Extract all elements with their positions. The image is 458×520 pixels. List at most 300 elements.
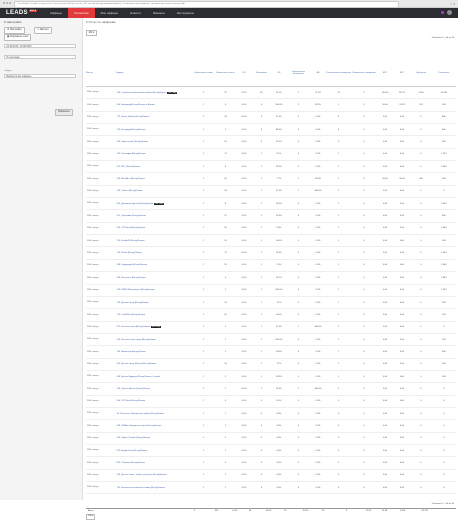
stat-cell: 0.00 [377,136,394,148]
stat-cell: 0 [287,358,310,370]
month-cell: 2016, август [86,444,116,456]
avatar[interactable] [447,10,452,15]
export-button[interactable]: ⇩ Экспорт [34,27,52,34]
column-header[interactable]: Одобрено [410,59,431,87]
offer-link[interactable]: 655, Домашние Деньги [Интер]Заявка [116,202,154,205]
offer-link[interactable]: 418, Деньги Будущее [Интер]Заявка. Онлайн [116,375,161,378]
stat-cell: 0 [432,444,456,456]
stat-cell: 0.0% [236,444,252,456]
stat-cell: 2 [252,198,271,210]
stat-cell: 0.0% [271,420,287,432]
stat-cell: 0 [252,432,271,444]
offer-link[interactable]: 735, Тинькофф [Интер]Заявка [116,153,146,156]
pagination-info: Показаны 1—34 из 34 [431,37,454,39]
stat-cell: 0.00 [377,321,394,333]
stat-cell: 0 [410,383,431,395]
stat-cell: 11 [215,247,236,259]
stat-cell: 1 [252,272,271,284]
offer-cell[interactable] [116,432,192,444]
stat-cell: 0.0% [236,161,252,173]
nav-item[interactable]: Инструменты [176,11,195,15]
stat-cell: 1 [252,358,271,370]
stat-cell: 14 [215,136,236,148]
stat-cell: 0 [432,432,456,444]
stat-cell: 2 [287,87,310,99]
browser-chrome [0,0,458,8]
stat-cell: 0 [351,247,376,259]
offer-link[interactable]: 378, Деньги Сразу [Интер]Заявка [116,301,149,304]
table-row [86,333,456,345]
stat-cell: 1 [192,457,215,469]
column-header[interactable]: Отклонено [432,59,456,87]
stat-cell: 0 [326,482,351,494]
stat-cell: 7.1% [271,296,287,308]
stat-cell: 225.77 [394,87,411,99]
stat-cell: 8 [252,124,271,136]
month-cell: 2016, август [86,469,116,481]
stat-cell: 1 [351,87,376,99]
offer-cell[interactable] [116,346,192,358]
nav-item[interactable]: Офферы [50,11,62,15]
offer-link[interactable]: 372, Честное слово [Интер]Заявка [116,326,150,329]
save-icon: ▣ [7,35,10,38]
stat-cell: 0 [410,185,431,197]
offer-link[interactable]: 694, Билтдорф [Интер]Заявка в Москве [116,104,155,107]
stat-cell: 0.00 [377,111,394,123]
stat-cell: 6 [215,272,236,284]
offer-cell[interactable] [116,148,192,160]
stat-cell: 0 [410,161,431,173]
stat-cell: 0.00 [394,284,411,296]
offer-cell[interactable] [116,235,192,247]
offer-link[interactable]: 412, МТС [Интер]Заявка [116,165,141,168]
offer-cell[interactable] [116,259,192,271]
stat-cell: 0 [410,272,431,284]
stat-cell: 0.00 [394,432,411,444]
stat-cell: 18 [252,87,271,99]
stat-cell: 2 400 [432,161,456,173]
per-page-select[interactable]: 100 ▾ [86,30,97,36]
stat-cell: 0.0% [310,407,326,419]
stat-cell: 33 [215,111,236,123]
offer-link[interactable]: 566, ОТП Банк [Интер]Заявка [116,400,146,403]
stat-cell: 0.0% [236,358,252,370]
stat-cell: 3 [326,136,351,148]
stat-cell: 0 [351,235,376,247]
offer-link[interactable]: 58, Пикантная Правильные займы [Интер]Заявка [116,412,165,415]
top-navigation [0,8,458,18]
stat-cell: 0.0% [310,161,326,173]
offer-cell[interactable] [116,173,192,185]
offer-cell[interactable] [116,87,192,99]
stat-cell: 0.0% [310,210,326,222]
offer-cell[interactable] [116,383,192,395]
offer-cell[interactable] [116,457,192,469]
table-row [86,346,456,358]
stat-cell: 1 [192,482,215,494]
stat-cell: 0.0% [236,383,252,395]
stat-cell: 2 [326,198,351,210]
column-header[interactable]: Конверсия в ожидании [351,59,376,87]
table-row [86,482,456,494]
stat-cell: 0 [351,296,376,308]
offer-cell[interactable] [116,469,192,481]
column-header[interactable]: CR [271,59,287,87]
stat-cell: 300 [432,173,456,185]
offer-link[interactable]: 730, МаниМэн [Интер]Заявка [116,178,145,181]
offer-cell[interactable] [116,321,192,333]
browser-menu-icon[interactable]: ☆ ≡ [449,1,455,6]
offer-cell[interactable] [116,296,192,308]
stat-cell: 33.3% [271,370,287,382]
offer-cell[interactable] [116,482,192,494]
offer-filter-select[interactable]: Выберите все офферы [4,74,76,78]
stat-cell: 11.1% [271,321,287,333]
column-header[interactable]: Оффер [116,59,192,87]
stat-cell: 0.0% [236,111,252,123]
stat-cell: 1 [215,284,236,296]
stat-cell: 0.0% [236,469,252,481]
stat-cell: 0.00 [377,358,394,370]
stat-cell: 0 [351,148,376,160]
stat-cell: 2 [215,469,236,481]
offer-link[interactable]: 730, Ступеньки перспектива тейлинг [Интер]Заявка [116,91,167,94]
stat-cell: 0.0% [310,457,326,469]
offer-link[interactable]: 566, ОТП Банк [Интер]Заявка [116,227,146,230]
offer-cell[interactable] [116,370,192,382]
column-header[interactable]: Конверсия [252,59,271,87]
offer-link[interactable]: 710, Kredito24 [Интер]Заявка [116,239,145,242]
offer-cell[interactable] [116,111,192,123]
offer-cell[interactable] [116,284,192,296]
sidebar-title: ≡ Настройки [4,20,22,24]
stat-cell: 0.0% [271,407,287,419]
offer-cell[interactable] [116,161,192,173]
stat-cell: 0 [287,444,310,456]
offer-cell[interactable] [116,99,192,111]
stat-cell: 2 [215,420,236,432]
table-row [86,198,456,210]
stat-cell: 5.3% [271,259,287,271]
stat-cell: 3 [215,370,236,382]
stat-cell: 1 [326,222,351,234]
offer-link[interactable]: 675, Альфа-Банк [Интер]Заявка [116,449,148,452]
offer-link[interactable]: 288, Хоумкредит [Интер]Заявка [116,264,148,267]
stat-cell: 0 [252,420,271,432]
offer-cell[interactable] [116,222,192,234]
table-row [86,124,456,136]
stat-cell: 0 [287,457,310,469]
stat-cell: 0.00 [377,185,394,197]
stat-cell: 0 [351,136,376,148]
offer-cell[interactable] [116,136,192,148]
stat-cell: 17.4% [271,111,287,123]
stat-cell: 2 200 [432,284,456,296]
stat-cell: 18.2% [271,247,287,259]
date-range-input[interactable]: 01.08.2016 - 31.08.2016 [4,44,76,48]
stat-cell: 0 [351,309,376,321]
stat-cell: 0 [351,272,376,284]
stat-cell: 1 [215,333,236,345]
stat-cell: 5.0% [271,222,287,234]
offer-cell[interactable] [116,358,192,370]
column-header[interactable]: Уникальные хосты [215,59,236,87]
offer-cell[interactable] [116,185,192,197]
table-row [86,407,456,419]
offer-link[interactable]: 742, Бесплатно мгновенные займы [Интер]Заявка [116,486,165,489]
stat-cell: 0.0% [310,222,326,234]
offer-link[interactable]: 714, CreditPlus [Интер]Заявка [116,313,146,316]
stat-cell: 0 [432,482,456,494]
offer-link[interactable]: 712, Центр Займов [Интер]Заявка [116,116,150,119]
nav-item[interactable]: Статистика [68,8,95,18]
stat-cell: 0.00 [394,420,411,432]
offer-link[interactable]: 700, Деньги Сразу - займы под залог [Интер]Заявка [116,474,167,477]
stat-cell: 0 [326,444,351,456]
stat-cell: 0 [410,210,431,222]
stat-cell: 22 [215,87,236,99]
stat-cell: 1 [252,383,271,395]
stat-cell: 2 990 [410,87,431,99]
stat-cell: 1 [252,309,271,321]
total-cell: 33 570 [421,510,428,512]
column-header[interactable]: EPC [377,59,394,87]
stat-cell: 0 [326,469,351,481]
stat-cell: 0.0% [310,136,326,148]
stat-cell: 1 [326,272,351,284]
stat-cell: 0.0% [310,358,326,370]
stat-cell: 0 [432,457,456,469]
address-bar[interactable]: localhost:leads.su/partner/statistics/offers?stat_filter=offer&group=month&date_from=2016-08-01&date_to=2016-08-31&currency=rub [14,1,399,8]
stat-cell: 0 [410,370,431,382]
offer-link[interactable]: 713, Билтдорф [Интер]Заявка [116,128,146,131]
stat-cell: 0.00 [377,432,394,444]
stat-cell: 0 [351,370,376,382]
stat-cell: 0.00 [394,321,411,333]
stat-cell: 0.00 [377,222,394,234]
offer-cell[interactable] [116,210,192,222]
stat-cell: 0 [351,457,376,469]
stat-cell: 0 [432,469,456,481]
month-cell: 2016, август [86,284,116,296]
stat-cell: 100.0% [310,383,326,395]
stat-cell: 1 [287,383,310,395]
month-cell: 2016, август [86,346,116,358]
stat-cell: 0.00 [377,309,394,321]
stat-cell: 4 [252,111,271,123]
logo[interactable]: LEADS BETA [6,9,37,16]
table-row [86,469,456,481]
offer-link[interactable]: 720, Platiza [Интер]Заявка [116,252,142,255]
stat-cell: 0.0% [236,296,252,308]
column-header[interactable]: AR [310,59,326,87]
stat-cell: 0 [351,185,376,197]
offer-link[interactable]: 551, Турбозайм [Интер]Заявка [116,215,146,218]
offer-link[interactable]: 620, Займы Онлайн [Интер]Заявка [116,437,151,440]
stat-cell: 0.00 [394,272,411,284]
stat-cell: 11 [215,148,236,160]
stat-cell: 1 [192,444,215,456]
stat-cell: 0.0% [236,420,252,432]
stat-cell: 2 [326,247,351,259]
notification-icon[interactable] [441,11,444,14]
offer-link[interactable]: 536, Ренессанс [Интер]Заявка [116,276,146,279]
stat-cell: 0.0% [236,148,252,160]
stat-cell: 0.0% [236,333,252,345]
offer-cell[interactable] [116,395,192,407]
stat-cell: 0 [326,457,351,469]
stat-cell: 0 [432,383,456,395]
stat-cell: 0 [410,321,431,333]
offer-cell[interactable] [116,420,192,432]
month-cell: 2016, август [86,309,116,321]
column-header[interactable]: CR [236,59,252,87]
stat-cell: 0 [410,444,431,456]
stat-cell: 0 [287,309,310,321]
stat-cell: 1 [326,173,351,185]
stat-cell: 16.7% [271,272,287,284]
stat-cell: 0 [351,432,376,444]
column-header[interactable]: EPL [394,59,411,87]
offer-cell[interactable] [116,272,192,284]
stat-cell: 0.0% [236,309,252,321]
stat-cell: 0 [351,333,376,345]
stat-cell: 10.0% [271,309,287,321]
stat-cell: 100.0% [271,333,287,345]
stat-cell: 0.0% [236,432,252,444]
offer-link[interactable]: 730, Срочно Деньги [Интер]Заявка [116,387,151,390]
stat-cell: 0 [351,407,376,419]
stat-cell: 1 [192,296,215,308]
stat-cell: 3 [351,99,376,111]
stat-cell: 1 [252,222,271,234]
stat-cell: 0.0% [236,321,252,333]
offer-cell[interactable] [116,444,192,456]
stat-cell: 1 [192,210,215,222]
month-cell: 2016, август [86,259,116,271]
stat-cell: 200 [432,235,456,247]
save-report-button[interactable]: ▣ Сохранить отчет [4,34,31,41]
stat-cell: 100.0% [271,99,287,111]
stat-cell: 1 [192,383,215,395]
stat-cell: 1 [192,124,215,136]
table-row [86,383,456,395]
stat-cell: 1 [192,235,215,247]
stat-cell: 1 [326,235,351,247]
pagination-info-bottom: Показаны 1—34 из 34 [431,503,454,505]
stat-cell: 0.00 [377,420,394,432]
offer-link[interactable]: 220, ВТБ24 Мультикарта [Интер]Заявка [116,289,155,292]
offer-link[interactable]: 130, Оплата [Интер]Заявка [116,190,143,193]
stat-cell: 19 [215,259,236,271]
stat-cell: 1 [252,259,271,271]
stat-cell: 0 [287,124,310,136]
stat-cell: 0 [351,124,376,136]
settings-button[interactable]: ⚙ Настройки [4,27,25,34]
stat-cell: 800 [432,111,456,123]
stat-cell: 0 [410,482,431,494]
stat-cell: 0.00 [377,482,394,494]
footer-per-page-select[interactable]: 100 ▾ [86,514,95,520]
stat-cell: 0 [351,321,376,333]
stat-cell: 0.0% [236,198,252,210]
stat-cell: 0 [287,420,310,432]
stat-cell: 14 [215,358,236,370]
offer-link[interactable]: 730, Моментум [Интер]Заявка [116,350,146,353]
offer-link[interactable]: 694, Сбербанк [Интер]Заявка [116,461,145,464]
stat-cell: 0.0% [236,272,252,284]
table-row [86,272,456,284]
offer-cell[interactable] [116,309,192,321]
group-by-select[interactable]: По месяцам [4,55,76,59]
table-row [86,432,456,444]
offer-cell[interactable] [116,407,192,419]
stat-cell: 0.0% [310,198,326,210]
stat-cell: 0.00 [394,247,411,259]
offer-cell[interactable] [116,198,192,210]
stat-cell: 1 [252,321,271,333]
stat-cell: 0 [351,358,376,370]
user-menu[interactable] [438,8,452,18]
month-cell: 2016, август [86,272,116,284]
offer-link[interactable]: 244, Займ онлайн [Интер]Заявка [116,141,149,144]
stat-cell: 0.00 [377,444,394,456]
offer-link[interactable]: 312, Деньги Сразу Москва [Интер]Заявка [116,363,157,366]
total-cell: 451 [215,510,219,512]
stat-cell: 1 [252,148,271,160]
stat-cell: 0 [351,222,376,234]
stat-cell: 0.0% [236,395,252,407]
column-header[interactable]: Отклоненные конверсии [326,59,351,87]
stat-cell: 0.0% [271,469,287,481]
column-header[interactable]: Уникальные клики [192,59,215,87]
offer-cell[interactable] [116,333,192,345]
nav-item[interactable]: Новости [130,11,141,15]
offer-link[interactable]: 700, Честное слово тизер [Интер]Заявка [116,338,156,341]
stat-cell: 13.33 [394,99,411,111]
stat-cell: 0 [252,407,271,419]
table-row [86,309,456,321]
stat-cell: 0 [410,296,431,308]
stat-cell: 0.0% [310,395,326,407]
offer-cell[interactable] [116,247,192,259]
offer-cell[interactable] [116,124,192,136]
offer-type-badge: Тип: Тизер [168,91,177,94]
stat-cell: 0.0% [271,457,287,469]
stat-cell: 0 [287,296,310,308]
total-cell: 14.44 [382,510,388,512]
apply-button[interactable]: Применить [55,109,73,116]
stat-cell: 2 [252,185,271,197]
stat-cell: 6 [252,99,271,111]
stat-cell: 2 000 [432,198,456,210]
column-header[interactable]: Месяц [86,59,116,87]
column-header[interactable]: Одобренные конверсии [287,59,310,87]
stat-cell: 0.00 [394,222,411,234]
month-cell: 2016, август [86,173,116,185]
stat-cell: 0 [326,185,351,197]
stat-cell: 0 [351,111,376,123]
offer-link[interactable]: 608, ЖЖБанк Кредитные карты [Интер]Заявка [116,424,162,427]
month-cell: 2016, август [86,457,116,469]
table-row [86,395,456,407]
nav-item[interactable]: Мои офферы [100,11,119,15]
stat-cell: 0 [287,136,310,148]
nav-item[interactable]: Финансы [152,11,165,15]
stat-cell: 0.00 [377,235,394,247]
stat-cell: 0 [410,136,431,148]
month-cell: 2016, август [86,370,116,382]
